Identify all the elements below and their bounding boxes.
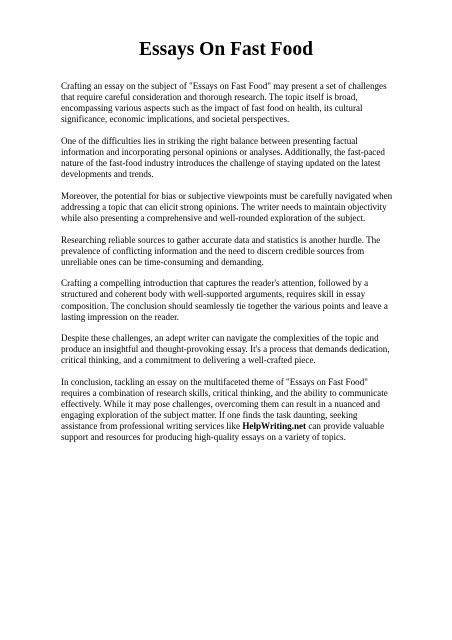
helpwriting-link[interactable]: HelpWriting.net <box>242 421 307 432</box>
page-title: Essays On Fast Food <box>139 39 313 60</box>
paragraph-research: Researching reliable sources to gather accurate data and statistics is another hurdle. The prevalence of conflicting information and the need to discern credible sources from unreliable ones can be time-consuming and demanding. <box>61 234 381 267</box>
conclusion-text-start: In conclusion, tackling an essay on the multifaceted theme of "Essays on Fast Food" requires a combination of research skills, critical thinking, and the ability to communicate effectively. While it may pose challenges, overcoming them can result in a nuanced and engaging exploration of the subject matter. If one finds the task daunting, seeking assistance from professional writing services like <box>61 376 388 432</box>
paragraph-conclusion <box>61 377 396 444</box>
conclusion-text-end: can provide valuable support and resources for producing high-quality essays on a variety of topics. <box>61 421 385 443</box>
paragraph-challenges: Despite these challenges, an adept writer can navigate the complexities of the topic and produce an insightful and thought-provoking essay. It's a process that demands dedication, critical thinking, and a commitment to delivering a well-crafted piece. <box>61 333 390 366</box>
paragraph-structure: Crafting a compelling introduction that captures the reader's attention, followed by a structured and coherent body with well-supported arguments, requires skill in essay composition. The conclusion should seamlessly tie together the various points and leave a lasting impression on the reader. <box>61 278 388 322</box>
paragraph-balance: One of the difficulties lies in striking the right balance between presenting factual information and incorporating personal opinions or analyses. Additionally, the fast-paced nature of the fast-food industry introduces the challenge of staying updated on the latest developments and trends. <box>61 135 385 180</box>
essay-body <box>61 81 396 454</box>
paragraph-intro: Crafting an essay on the subject of "Essays on Fast Food" may present a set of challenges that require careful consideration and thorough research. The topic itself is broad, encompassing various aspects such as the impact of fast food on health, its cultural significance, economic implications, and societal perspectives. <box>61 81 387 125</box>
paragraph-bias: Moreover, the potential for bias or subjective viewpoints must be carefully navigated when addressing a topic that can elicit strong opinions. The writer needs to maintain objectivity while also presenting a comprehensive and well-rounded exploration of the subject. <box>61 190 393 223</box>
